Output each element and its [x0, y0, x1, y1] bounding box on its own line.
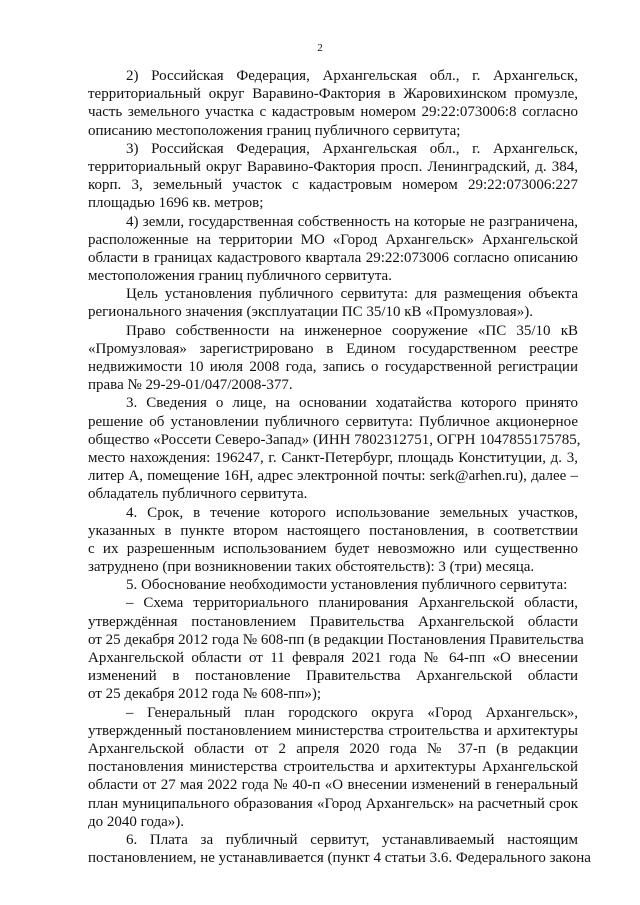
text-line: 3) Российская Федерация, Архангельская обл., г. Архангельск, [126, 140, 578, 157]
text-line: 2) Российская Федерация, Архангельская обл., г. Архангельск, [126, 68, 578, 84]
text-line: расположенные на территории МО «Город Архангельск» Архангельской [88, 231, 578, 248]
text-line: постановления министерства строительства и архитектуры Архангельской [88, 759, 578, 776]
text-line: корп. 3, земельный участок с кадастровым номером 29:22:073006:227 [88, 177, 578, 194]
text-line: Цель установления публичного сервитута: для размещения объекта [126, 286, 578, 303]
text-line: постановлением, не устанавливается (пункт 4 статьи 3.6. Федерального закона [88, 850, 591, 867]
text-line: описанию местоположения границ публичного сервитута; [88, 122, 461, 139]
text-line: часть земельного участка с кадастровым номером 29:22:073006:8 согласно [88, 104, 578, 121]
text-line: литер А, помещение 16Н, адрес электронной почты: serk@arhen.ru), далее – [88, 468, 578, 485]
text-line: от 25 декабря 2012 года № 608-пп (в редакции Постановления Правительства [88, 631, 584, 648]
text-line: Архангельской области от 11 февраля 2021 года № 64-пп «О внесении [88, 650, 578, 666]
text-line: изменений в постановление Правительства Архангельской области [88, 668, 578, 685]
text-line: области в границах кадастрового квартала 29:22:073006 согласно описанию [88, 249, 578, 266]
text-line: план муниципального образования «Город Архангельск» на расчетный срок [88, 795, 578, 812]
text-line: утверждённая постановлением Правительства Архангельской области [88, 613, 578, 630]
text-line: 6. Плата за публичный сервитут, устанавливаемый настоящим [126, 831, 578, 848]
text-line: общество «Россети Северо-Запад» (ИНН 7802312751, ОГРН 1047855175785, [88, 431, 581, 448]
text-line: – Генеральный план городского округа «Город Архангельск», [126, 704, 578, 721]
text-line: территориальный округ Варавино-Фактория просп. Ленинградский, д. 384, [88, 158, 578, 175]
page-number: 2 [317, 42, 323, 54]
text-line: обладатель публичного сервитута. [88, 486, 308, 503]
text-line: местоположения границ публичного сервитута. [88, 268, 392, 285]
text-line: 3. Сведения о лице, на основании ходатайства которого принято [126, 395, 578, 412]
text-line: 4. Срок, в течение которого использование земельных участков, [126, 504, 578, 521]
text-line: от 25 декабря 2012 года № 608-пп»); [88, 686, 322, 703]
text-line: Архангельской области от 2 апреля 2020 года № 37-п (в редакции [88, 740, 578, 757]
text-line: решение об установлении публичного сервитута: Публичное акционерное [88, 413, 578, 430]
text-line: территориальный округ Варавино-Фактория в Жаровихинском промузле, [88, 86, 578, 103]
text-line: до 2040 года»). [88, 813, 185, 830]
text-line: области от 27 мая 2022 года № 40-п «О внесении изменений в генеральный [88, 777, 578, 794]
text-line: «Промузловая» зарегистрировано в Едином государственном реестре [88, 340, 578, 357]
text-line: недвижимости 10 июля 2008 года, запись о государственной регистрации [88, 359, 578, 375]
text-line: права № 29-29-01/047/2008-377. [88, 377, 293, 394]
text-line: регионального значения (эксплуатации ПС 35/10 кВ «Промузловая»). [88, 304, 533, 321]
text-line: 5. Обоснование необходимости установления публичного сервитута: [126, 577, 568, 594]
text-line: утвержденный постановлением министерства строительства и архитектуры [88, 722, 578, 739]
text-line: 4) земли, государственная собственность на которые не разграничена, [126, 213, 578, 230]
text-line: площадью 1696 кв. метров; [88, 195, 264, 212]
text-line: – Схема территориального планирования Архангельской области, [126, 595, 578, 612]
text-line: затруднено (при возникновении таких обстоятельств): 3 (три) месяца. [88, 559, 535, 576]
text-line: Право собственности на инженерное сооружение «ПС 35/10 кВ [126, 322, 578, 339]
document-body-text [88, 67, 591, 867]
text-line: с их разрешенным использованием будет невозможно или существенно [88, 540, 578, 557]
text-line: указанных в пункте втором настоящего постановления, в соответствии [88, 522, 578, 539]
text-line: место нахождения: 196247, г. Санкт-Петербург, площадь Конституции, д. 3, [88, 449, 578, 466]
